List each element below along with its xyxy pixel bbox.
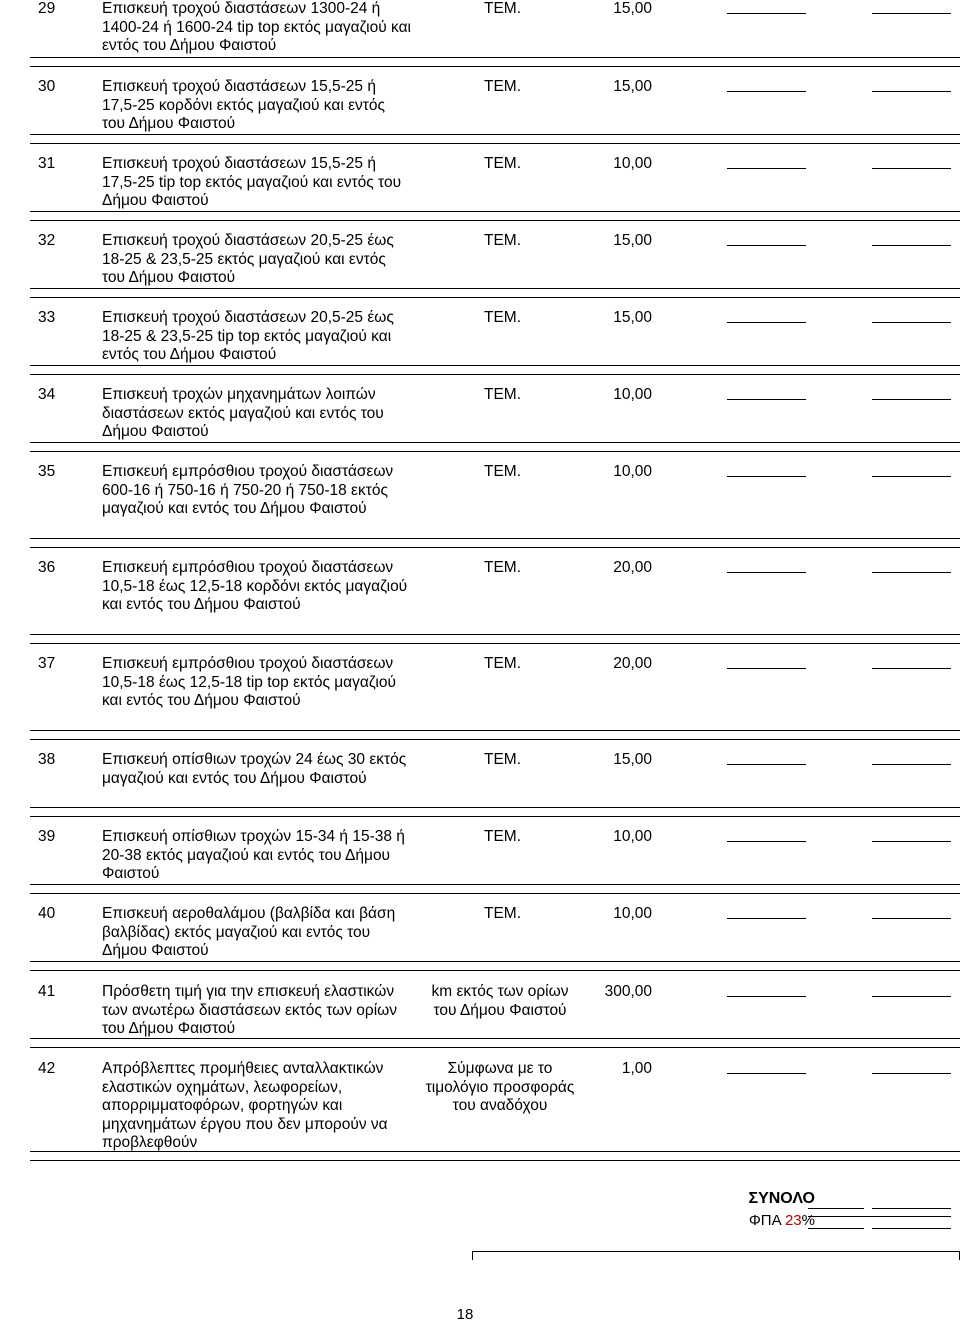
item-number: 36 bbox=[38, 559, 56, 576]
separator-line bbox=[30, 1038, 960, 1039]
item-description: Επισκευή τροχών μηχανημάτων λοιπών διαστάσεων εκτός μαγαζιού και εντός του Δήμου Φαιστού bbox=[102, 386, 384, 440]
item-description: Επισκευή οπίσθιων τροχών 15-34 ή 15-38 ή 20-38 εκτός μαγαζιού και εντός του Δήμου Φαιστού bbox=[102, 828, 405, 882]
item-number: 31 bbox=[38, 155, 56, 172]
vat-label bbox=[749, 1212, 815, 1229]
item-number: 37 bbox=[38, 655, 56, 672]
separator-line bbox=[30, 442, 960, 443]
amount-blank bbox=[872, 1073, 951, 1074]
quantity-blank bbox=[727, 245, 806, 246]
amount-blank bbox=[872, 245, 951, 246]
item-description: Επισκευή οπίσθιων τροχών 24 έως 30 εκτός μαγαζιού και εντός του Δήμου Φαιστού bbox=[102, 751, 407, 787]
item-description: Επισκευή αεροθαλάμου (βαλβίδα και βάση βαλβίδας) εκτός μαγαζιού και εντός του Δήμου Φαιστού bbox=[102, 905, 396, 959]
item-description: Επισκευή εμπρόσθιου τροχού διαστάσεων 600-16 ή 750-16 ή 750-20 ή 750-18 εκτός μαγαζιού και εντός του Δήμου Φαιστού bbox=[102, 463, 394, 517]
vat-blank-1 bbox=[808, 1228, 864, 1229]
quantity-blank bbox=[727, 168, 806, 169]
item-unit: ΤΕΜ. bbox=[484, 828, 522, 845]
item-number: 39 bbox=[38, 828, 56, 845]
quantity-blank bbox=[727, 322, 806, 323]
amount-blank bbox=[872, 918, 951, 919]
item-description: Επισκευή τροχού διαστάσεων 20,5-25 έως 18-25 & 23,5-25 εκτός μαγαζιού και εντός του Δήμου Φαιστού bbox=[102, 232, 394, 286]
item-price: 1,00 bbox=[621, 1060, 652, 1077]
separator-line bbox=[30, 1160, 960, 1161]
total-label: ΣΥΝΟΛΟ bbox=[748, 1190, 815, 1207]
quantity-blank bbox=[727, 399, 806, 400]
amount-blank bbox=[872, 399, 951, 400]
amount-blank bbox=[872, 996, 951, 997]
amount-blank bbox=[872, 572, 951, 573]
separator-line bbox=[30, 643, 960, 644]
quantity-blank bbox=[727, 764, 806, 765]
item-unit: Σύμφωνα με το τιμολόγιο προσφοράς του αναδόχου bbox=[425, 1060, 575, 1114]
total-underline bbox=[808, 1216, 951, 1217]
item-description: Επισκευή τροχού διαστάσεων 15,5-25 ή 17,5-25 κορδόνι εκτός μαγαζιού και εντός του Δήμου Φαιστού bbox=[102, 78, 385, 132]
separator-line bbox=[30, 893, 960, 894]
page-number: 18 bbox=[456, 1306, 474, 1323]
item-unit: km εκτός των ορίων του Δήμου Φαιστού bbox=[431, 983, 569, 1019]
item-description: Πρόσθετη τιμή για την επισκευή ελαστικών των ανωτέρω διαστάσεων εκτός των ορίων του Δήμου Φαιστού bbox=[102, 983, 397, 1037]
item-description: Επισκευή τροχού διαστάσεων 1300-24 ή 1400-24 ή 1600-24 tip top εκτός μαγαζιού και εντός του Δήμου Φαιστού bbox=[102, 0, 411, 54]
item-unit: ΤΕΜ. bbox=[484, 309, 522, 326]
amount-blank bbox=[872, 168, 951, 169]
separator-line bbox=[30, 211, 960, 212]
item-price: 20,00 bbox=[613, 655, 652, 672]
separator-line bbox=[30, 884, 960, 885]
amount-blank bbox=[872, 841, 951, 842]
item-unit: ΤΕΜ. bbox=[484, 655, 522, 672]
separator-line bbox=[30, 143, 960, 144]
quantity-blank bbox=[727, 476, 806, 477]
item-price: 10,00 bbox=[613, 905, 652, 922]
item-unit: ΤΕΜ. bbox=[484, 905, 522, 922]
separator-line bbox=[30, 816, 960, 817]
separator-line bbox=[30, 134, 960, 135]
amount-blank bbox=[872, 322, 951, 323]
item-number: 32 bbox=[38, 232, 56, 249]
item-number: 33 bbox=[38, 309, 56, 326]
item-number: 35 bbox=[38, 463, 56, 480]
item-unit: ΤΕΜ. bbox=[484, 0, 522, 17]
item-number: 40 bbox=[38, 905, 56, 922]
quantity-blank bbox=[727, 13, 806, 14]
total-blank-1 bbox=[808, 1208, 864, 1209]
separator-line bbox=[30, 634, 960, 635]
item-number: 30 bbox=[38, 78, 56, 95]
item-unit: ΤΕΜ. bbox=[484, 463, 522, 480]
item-price: 10,00 bbox=[613, 828, 652, 845]
quantity-blank bbox=[727, 996, 806, 997]
separator-line bbox=[30, 1047, 960, 1048]
vat-blank-2 bbox=[872, 1228, 951, 1229]
quantity-blank bbox=[727, 91, 806, 92]
amount-blank bbox=[872, 764, 951, 765]
item-description: Απρόβλεπτες προμήθειες ανταλλακτικών ελαστικών οχημάτων, λεωφορείων, απορριμματοφόρων, φορτηγών και μηχανημάτων έργου που δεν μπορούν να προβλεφθούν bbox=[102, 1060, 388, 1151]
item-number: 41 bbox=[38, 983, 56, 1000]
vat-rate: 23 bbox=[784, 1212, 802, 1229]
vat-text: ΦΠΑ bbox=[748, 1212, 781, 1229]
item-price: 15,00 bbox=[613, 751, 652, 768]
vat-pct-sign: % bbox=[801, 1212, 815, 1229]
item-number: 29 bbox=[38, 0, 56, 17]
item-price: 15,00 bbox=[613, 78, 652, 95]
item-number: 34 bbox=[38, 386, 56, 403]
separator-line bbox=[30, 57, 960, 58]
separator-line bbox=[30, 1151, 960, 1152]
amount-blank bbox=[872, 668, 951, 669]
separator-line bbox=[30, 739, 960, 740]
separator-line bbox=[30, 807, 960, 808]
quantity-blank bbox=[727, 572, 806, 573]
item-price: 300,00 bbox=[604, 983, 652, 1000]
item-price: 15,00 bbox=[613, 0, 652, 17]
item-price: 15,00 bbox=[613, 232, 652, 249]
separator-line bbox=[30, 970, 960, 971]
separator-line bbox=[30, 547, 960, 548]
item-unit: ΤΕΜ. bbox=[484, 559, 522, 576]
separator-line bbox=[30, 288, 960, 289]
item-description: Επισκευή τροχού διαστάσεων 15,5-25 ή 17,5-25 tip top εκτός μαγαζιού και εντός του Δήμου Φαιστού bbox=[102, 155, 402, 209]
item-price: 20,00 bbox=[613, 559, 652, 576]
separator-line bbox=[30, 66, 960, 67]
quantity-blank bbox=[727, 918, 806, 919]
separator-line bbox=[30, 451, 960, 452]
item-number: 38 bbox=[38, 751, 56, 768]
separator-line bbox=[30, 374, 960, 375]
quantity-blank bbox=[727, 668, 806, 669]
item-price: 10,00 bbox=[613, 155, 652, 172]
item-unit: ΤΕΜ. bbox=[484, 78, 522, 95]
item-number: 42 bbox=[38, 1060, 56, 1077]
item-description: Επισκευή εμπρόσθιου τροχού διαστάσεων 10,5-18 έως 12,5-18 tip top εκτός μαγαζιού και εντός του Δήμου Φαιστού bbox=[102, 655, 396, 709]
separator-line bbox=[30, 730, 960, 731]
item-unit: ΤΕΜ. bbox=[484, 232, 522, 249]
item-price: 10,00 bbox=[613, 386, 652, 403]
quantity-blank bbox=[727, 841, 806, 842]
separator-line bbox=[30, 220, 960, 221]
item-unit: ΤΕΜ. bbox=[484, 155, 522, 172]
separator-line bbox=[30, 961, 960, 962]
item-price: 10,00 bbox=[613, 463, 652, 480]
separator-line bbox=[30, 538, 960, 539]
item-unit: ΤΕΜ. bbox=[484, 751, 522, 768]
separator-line bbox=[30, 365, 960, 366]
total-blank-2 bbox=[872, 1208, 951, 1209]
item-price: 15,00 bbox=[613, 309, 652, 326]
separator-line bbox=[30, 297, 960, 298]
amount-blank bbox=[872, 91, 951, 92]
quantity-blank bbox=[727, 1073, 806, 1074]
item-description: Επισκευή τροχού διαστάσεων 20,5-25 έως 18-25 & 23,5-25 tip top εκτός μαγαζιού και εντός του Δήμου Φαιστού bbox=[102, 309, 394, 363]
item-description: Επισκευή εμπρόσθιου τροχού διαστάσεων 10,5-18 έως 12,5-18 κορδόνι εκτός μαγαζιού και εντός του Δήμου Φαιστού bbox=[102, 559, 408, 613]
amount-blank bbox=[872, 476, 951, 477]
item-unit: ΤΕΜ. bbox=[484, 386, 522, 403]
footer-box bbox=[472, 1251, 960, 1260]
amount-blank bbox=[872, 13, 951, 14]
